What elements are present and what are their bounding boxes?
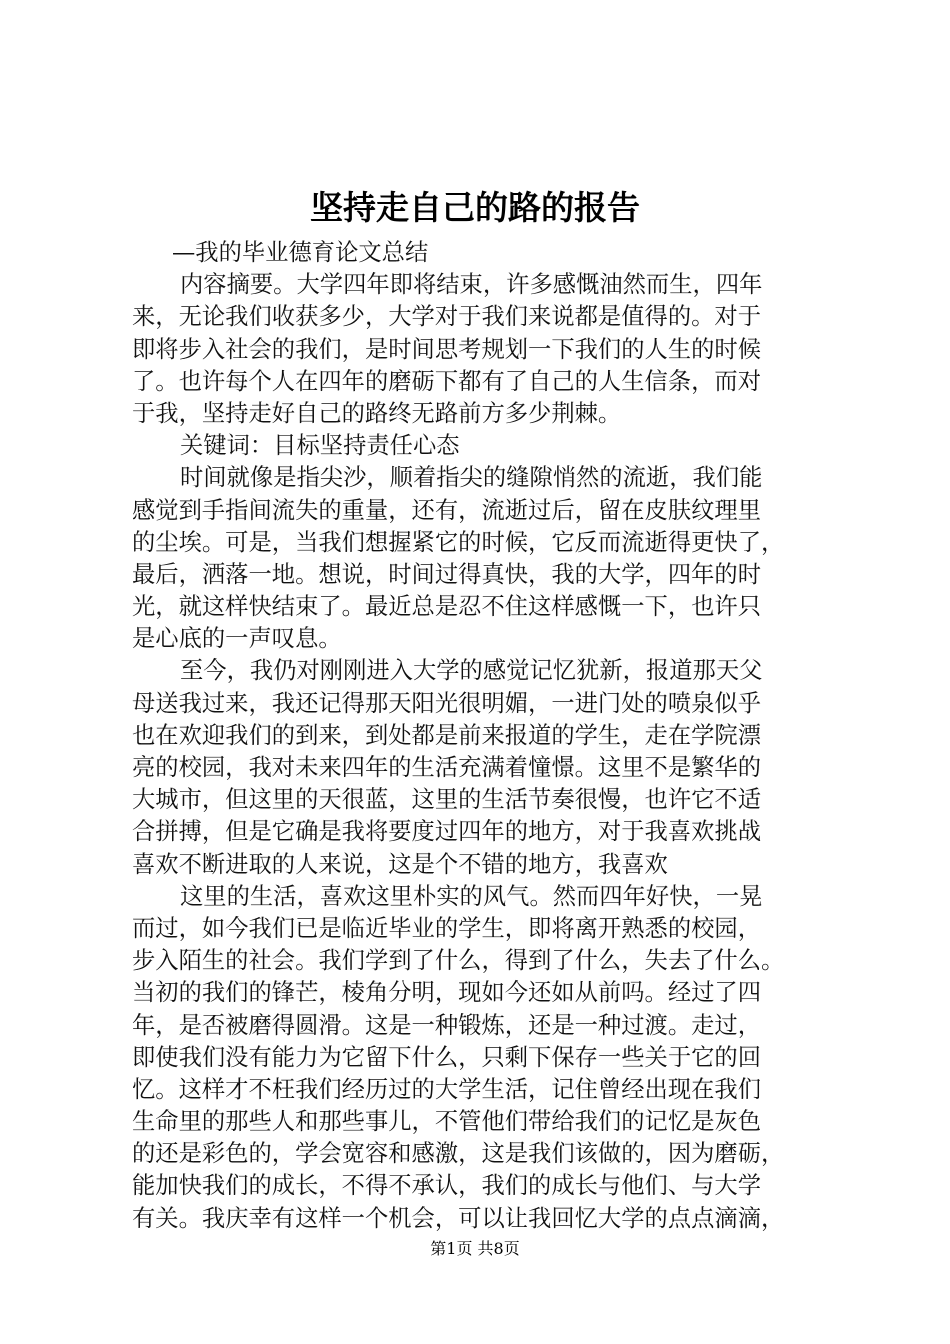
paragraph-line: 亮的校园，我对未来四年的生活充满着憧憬。这里不是繁华的: [132, 754, 762, 781]
paragraph-line: 而过，如今我们已是临近毕业的学生，即将离开熟悉的校园，: [132, 914, 762, 942]
paragraph-line: 光，就这样快结束了。最近总是忍不住这样感慨一下，也许只: [132, 593, 762, 621]
page-title: 坚持走自己的路的报告: [310, 188, 640, 227]
paragraph-line: 合拼搏，但是它确是我将要度过四年的地方，对于我喜欢挑战: [132, 818, 762, 846]
paragraph-line: 步入陌生的社会。我们学到了什么，得到了什么，失去了什么。: [132, 947, 785, 975]
paragraph-line: 即将步入社会的我们，是时间思考规划一下我们的人生的时候: [132, 335, 762, 363]
paragraph-line: 也在欢迎我们的到来，到处都是前来报道的学生，走在学院漂: [132, 721, 762, 749]
page-footer: 第1页 共8页: [430, 1239, 520, 1258]
paragraph-line: 当初的我们的锋芒，棱角分明，现如今还如从前吗。经过了四: [132, 979, 762, 1007]
document-body: [132, 237, 832, 1235]
paragraph-line: 感觉到手指间流失的重量，还有，流逝过后，留在皮肤纹理里: [132, 496, 762, 524]
subtitle-line: —我的毕业德育论文总结: [172, 239, 429, 266]
paragraph-line: 的还是彩色的，学会宽容和感激，这是我们该做的，因为磨砺，: [132, 1140, 785, 1168]
paragraph-line: 大城市，但这里的天很蓝，这里的生活节奏很慢，也许它不适: [132, 786, 762, 814]
paragraph-line: 于我，坚持走好自己的路终无路前方多少荆棘。: [132, 399, 622, 427]
paragraph-line: 来，无论我们收获多少，大学对于我们来说都是值得的。对于: [132, 303, 762, 331]
paragraph-line: 的尘埃。可是，当我们想握紧它的时候，它反而流逝得更快了，: [132, 528, 785, 556]
keywords-line: 关键词：目标坚持责任心态: [180, 432, 460, 460]
paragraph-line: 生命里的那些人和那些事儿，不管他们带给我们的记忆是灰色: [132, 1108, 762, 1136]
paragraph-line: 最后，洒落一地。想说，时间过得真快，我的大学，四年的时: [132, 560, 762, 588]
paragraph-line: 是心底的一声叹息。: [132, 625, 342, 653]
paragraph-line: 忆。这样才不枉我们经历过的大学生活，记住曾经出现在我们: [132, 1075, 762, 1103]
paragraph-line: 能加快我们的成长，不得不承认，我们的成长与他们、与大学: [132, 1172, 762, 1200]
paragraph-line: 喜欢不断进取的人来说，这是个不错的地方，我喜欢: [132, 850, 668, 878]
paragraph-line: 时间就像是指尖沙，顺着指尖的缝隙悄然的流逝，我们能: [180, 464, 763, 492]
paragraph-line: 内容摘要。大学四年即将结束，许多感慨油然而生，四年: [180, 271, 763, 299]
paragraph-line: 年，是否被磨得圆滑。这是一种锻炼，还是一种过渡。走过，: [132, 1011, 762, 1039]
paragraph-line: 至今，我仍对刚刚进入大学的感觉记忆犹新，报道那天父: [180, 657, 763, 685]
paragraph-line: 有关。我庆幸有这样一个机会，可以让我回忆大学的点点滴滴，: [132, 1204, 785, 1232]
paragraph-line: 了。也许每个人在四年的磨砺下都有了自己的人生信条，而对: [132, 367, 762, 395]
paragraph-line: 即使我们没有能力为它留下什么，只剩下保存一些关于它的回: [132, 1043, 762, 1071]
paragraph-line: 母送我过来，我还记得那天阳光很明媚，一进门处的喷泉似乎: [132, 689, 762, 717]
paragraph-line: 这里的生活，喜欢这里朴实的风气。然而四年好快，一晃: [180, 882, 763, 910]
